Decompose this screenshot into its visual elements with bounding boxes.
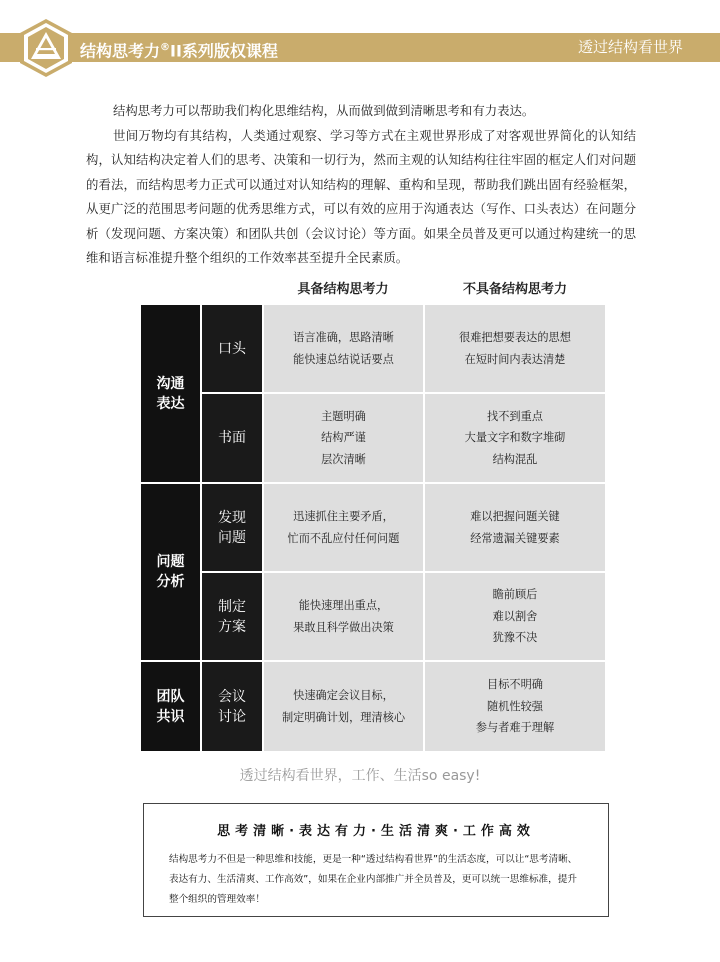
- course-title-main: 结构思考力: [80, 41, 161, 61]
- cell-without-lines: [476, 674, 554, 739]
- row-label-1-1: [202, 573, 262, 660]
- cell-with-line: 结构严谨: [321, 431, 366, 445]
- summary-title: 思考清晰·表达有力·生活清爽·工作高效: [217, 824, 535, 839]
- row-label-line: 制定: [218, 598, 246, 615]
- cell-with-lines: [293, 327, 394, 370]
- row-label-lines: [218, 339, 246, 359]
- cell-with-1-1: [264, 573, 423, 660]
- cell-without-line: 大量文字和数字堆砌: [464, 431, 566, 445]
- cell-with-line: 语言准确，思路清晰: [293, 331, 394, 344]
- category-lines: [157, 552, 185, 592]
- row-label-1-0: [202, 484, 262, 571]
- cell-with-line: 能快速总结说话要点: [293, 352, 394, 366]
- cell-with-line: 能快速理出重点，: [298, 599, 389, 612]
- row-label-line: 书面: [218, 430, 246, 446]
- cell-without-line: 很难把想要表达的思想: [459, 331, 571, 344]
- category-1: [141, 484, 200, 660]
- cell-without-line: 在短时间内表达清楚: [464, 352, 566, 366]
- summary-body: 结构思考力不但是一种思维和技能，更是一种“透过结构看世界”的生活态度，可以让“思考清晰、表达有力、生活清爽、工作高效”，如果在企业内部推广并全员普及，更可以统一思维标准，提升整个组织的管理效率！: [169, 854, 578, 905]
- cell-with-line: 层次清晰: [321, 452, 366, 466]
- category-line: 表达: [156, 395, 185, 412]
- col-header-with: 具备结构思考力: [297, 282, 389, 297]
- row-label-lines: [218, 508, 246, 548]
- course-title-suffix: II系列版权课程: [170, 41, 278, 61]
- category-line: 团队: [156, 688, 185, 705]
- header-slogan: 透过结构看世界: [577, 38, 683, 56]
- cell-with-line: 果敢且科学做出决策: [293, 620, 394, 634]
- category-line: 沟通: [156, 375, 185, 392]
- row-label-lines: [218, 428, 246, 448]
- cell-without-1-1: [425, 573, 605, 660]
- cell-without-0-0: [425, 305, 605, 392]
- category-lines: [157, 687, 185, 727]
- cell-without-line: 目标不明确: [487, 678, 543, 692]
- cell-without-1-0: [425, 484, 605, 571]
- cell-without-lines: [470, 506, 560, 549]
- row-label-lines: [218, 687, 246, 727]
- cell-with-lines: [293, 595, 394, 638]
- cell-without-line: 找不到重点: [487, 409, 543, 423]
- cell-without-2-0: [425, 662, 605, 751]
- row-label-lines: [218, 597, 246, 637]
- intro-paragraph-2: 世间万物均有其结构，人类通过观察、学习等方式在主观世界形成了对客观世界简化的认知结构，认知结构决定着人们的思考、决策和一切行为，然而主观的认知结构往往牢固的框定人们对问题的看法，而结构思考力正式可以通过对认知结构的理解、重构和呈现，帮助我们跳出固有经验框架，从更广泛的范围思考问题的优秀思维方式，可以有效的应用于沟通表达（写作、口头表达）在问题分析（发现问题、方案决策）和团队共创（会议讨论）等方面。如果全员普及更可以通过构建统一的思维和语言标准提升整个组织的工作效率甚至提升全民素质。: [86, 127, 636, 265]
- row-label-line: 方案: [218, 618, 246, 635]
- header-bar: [0, 33, 720, 62]
- cell-with-lines: [282, 685, 405, 728]
- row-label-0-0: [202, 305, 262, 392]
- cell-without-line: 难以把握问题关键: [470, 510, 560, 523]
- category-2: [141, 662, 200, 751]
- intro-paragraph-1: 结构思考力可以帮助我们构化思维结构，从而做到做到清晰思考和有力表达。: [113, 103, 535, 118]
- cell-with-lines: [288, 506, 400, 549]
- registered-mark: ®: [160, 42, 171, 53]
- category-line: 问题: [156, 554, 185, 570]
- cell-with-line: 忙而不乱应付任何问题: [287, 531, 400, 545]
- category-line: 共识: [156, 708, 185, 725]
- cell-with-line: 主题明确: [321, 409, 366, 423]
- cell-without-line: 难以割舍: [492, 609, 538, 623]
- cell-without-lines: [465, 406, 566, 471]
- row-label-line: 发现: [218, 509, 246, 526]
- cell-without-0-1: [425, 394, 605, 482]
- cell-without-lines: [493, 584, 538, 649]
- row-label-line: 会议: [218, 688, 246, 705]
- row-label-line: 口头: [218, 340, 246, 357]
- category-line: 分析: [156, 574, 185, 590]
- tagline: 透过结构看世界，工作、生活so easy!: [239, 768, 481, 784]
- cell-with-1-0: [264, 484, 423, 571]
- cell-without-line: 经常遗漏关键要素: [470, 531, 560, 545]
- intro-text: [86, 99, 636, 271]
- cell-without-line: 瞻前顾后: [492, 588, 538, 602]
- cell-with-line: 快速确定会议目标，: [293, 689, 394, 702]
- summary-box: [143, 803, 609, 917]
- cell-without-line: 参与者难于理解: [475, 721, 555, 735]
- cell-with-line: 迅速抓住主要矛盾，: [293, 510, 394, 523]
- category-lines: [157, 374, 185, 414]
- cell-with-lines: [321, 406, 366, 471]
- cell-without-lines: [459, 327, 571, 370]
- category-0: [141, 305, 200, 482]
- row-label-0-1: [202, 394, 262, 482]
- row-label-line: 问题: [218, 529, 246, 546]
- cell-with-0-1: [264, 394, 423, 482]
- col-header-without: 不具备结构思考力: [462, 282, 567, 297]
- triangle-hexagon-logo-icon: [17, 18, 75, 78]
- cell-with-2-0: [264, 662, 423, 751]
- cell-with-line: 制定明确计划，理清核心: [281, 710, 406, 724]
- row-label-line: 讨论: [218, 708, 246, 725]
- cell-without-line: 随机性较强: [487, 699, 543, 713]
- course-title: [80, 36, 278, 62]
- cell-with-0-0: [264, 305, 423, 392]
- cell-without-line: 结构混乱: [492, 452, 538, 466]
- row-label-2-0: [202, 662, 262, 751]
- cell-without-line: 犹豫不决: [492, 631, 538, 645]
